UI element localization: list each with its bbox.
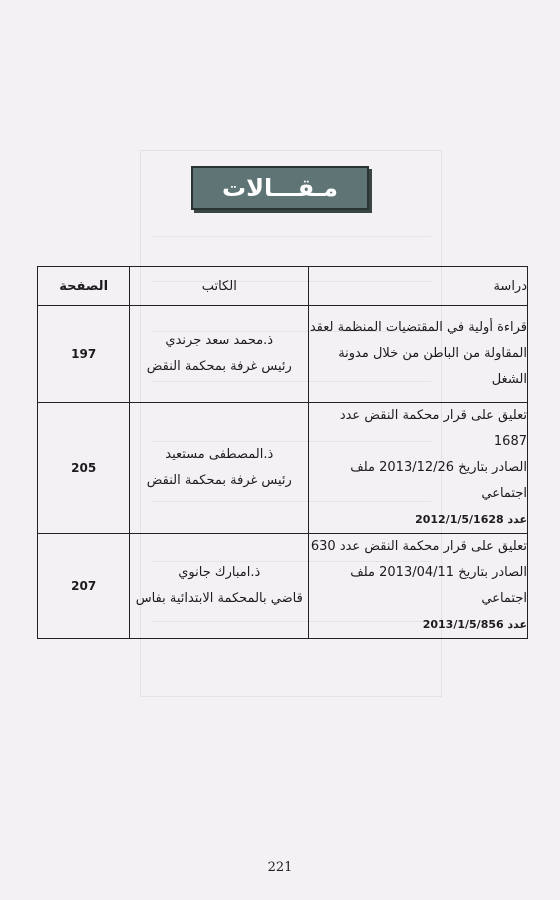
study-line: المقاولة من الباطن من خلال مدونة الشغل: [338, 346, 527, 387]
page-number-cell: 207: [38, 534, 130, 639]
section-title: مـقـــالات: [222, 174, 338, 202]
table-row: [38, 306, 528, 403]
study-cell: [309, 306, 528, 403]
study-cell: [309, 403, 528, 534]
study-line: الصادر بتاريخ 2013/12/26 ملف اجتماعي: [350, 460, 527, 501]
author-name: ذ.المصطفى مستعيد: [165, 447, 274, 462]
study-line: تعليق على قرار محكمة النقض عدد 1687: [339, 408, 527, 449]
author-cell: [130, 403, 309, 534]
author-cell: [130, 534, 309, 639]
study-cell: [309, 534, 528, 639]
author-name: ذ.امبارك جانوي: [178, 565, 261, 580]
case-number: عدد 2013/1/5/856: [422, 618, 527, 631]
study-line: الصادر بتاريخ 2013/04/11 ملف اجتماعي: [350, 565, 527, 606]
author-name: ذ.محمد سعد جرندي: [165, 333, 274, 348]
section-title-banner: [191, 166, 369, 210]
page-number-cell: 205: [38, 403, 130, 534]
author-cell: [130, 306, 309, 403]
study-line: تعليق على قرار محكمة النقض عدد 630: [310, 539, 527, 554]
table-row: [38, 403, 528, 534]
case-number: عدد 2012/1/5/1628: [415, 513, 527, 526]
table-header-row: [38, 267, 528, 306]
author-title: قاضي بالمحكمة الابتدائية بفاس: [135, 591, 303, 606]
author-title: رئيس غرفة بمحكمة النقض: [146, 359, 292, 374]
author-title: رئيس غرفة بمحكمة النقض: [146, 473, 292, 488]
table-row: [38, 534, 528, 639]
study-line: قراءة أولية في المقتضيات المنظمة لعقد: [309, 320, 527, 335]
articles-table: [37, 266, 528, 639]
page-number: 221: [267, 860, 293, 875]
header-author: الكاتب: [130, 267, 309, 306]
header-study: دراسة: [309, 267, 528, 306]
page-number-cell: 197: [38, 306, 130, 403]
header-page: الصفحة: [38, 267, 130, 306]
